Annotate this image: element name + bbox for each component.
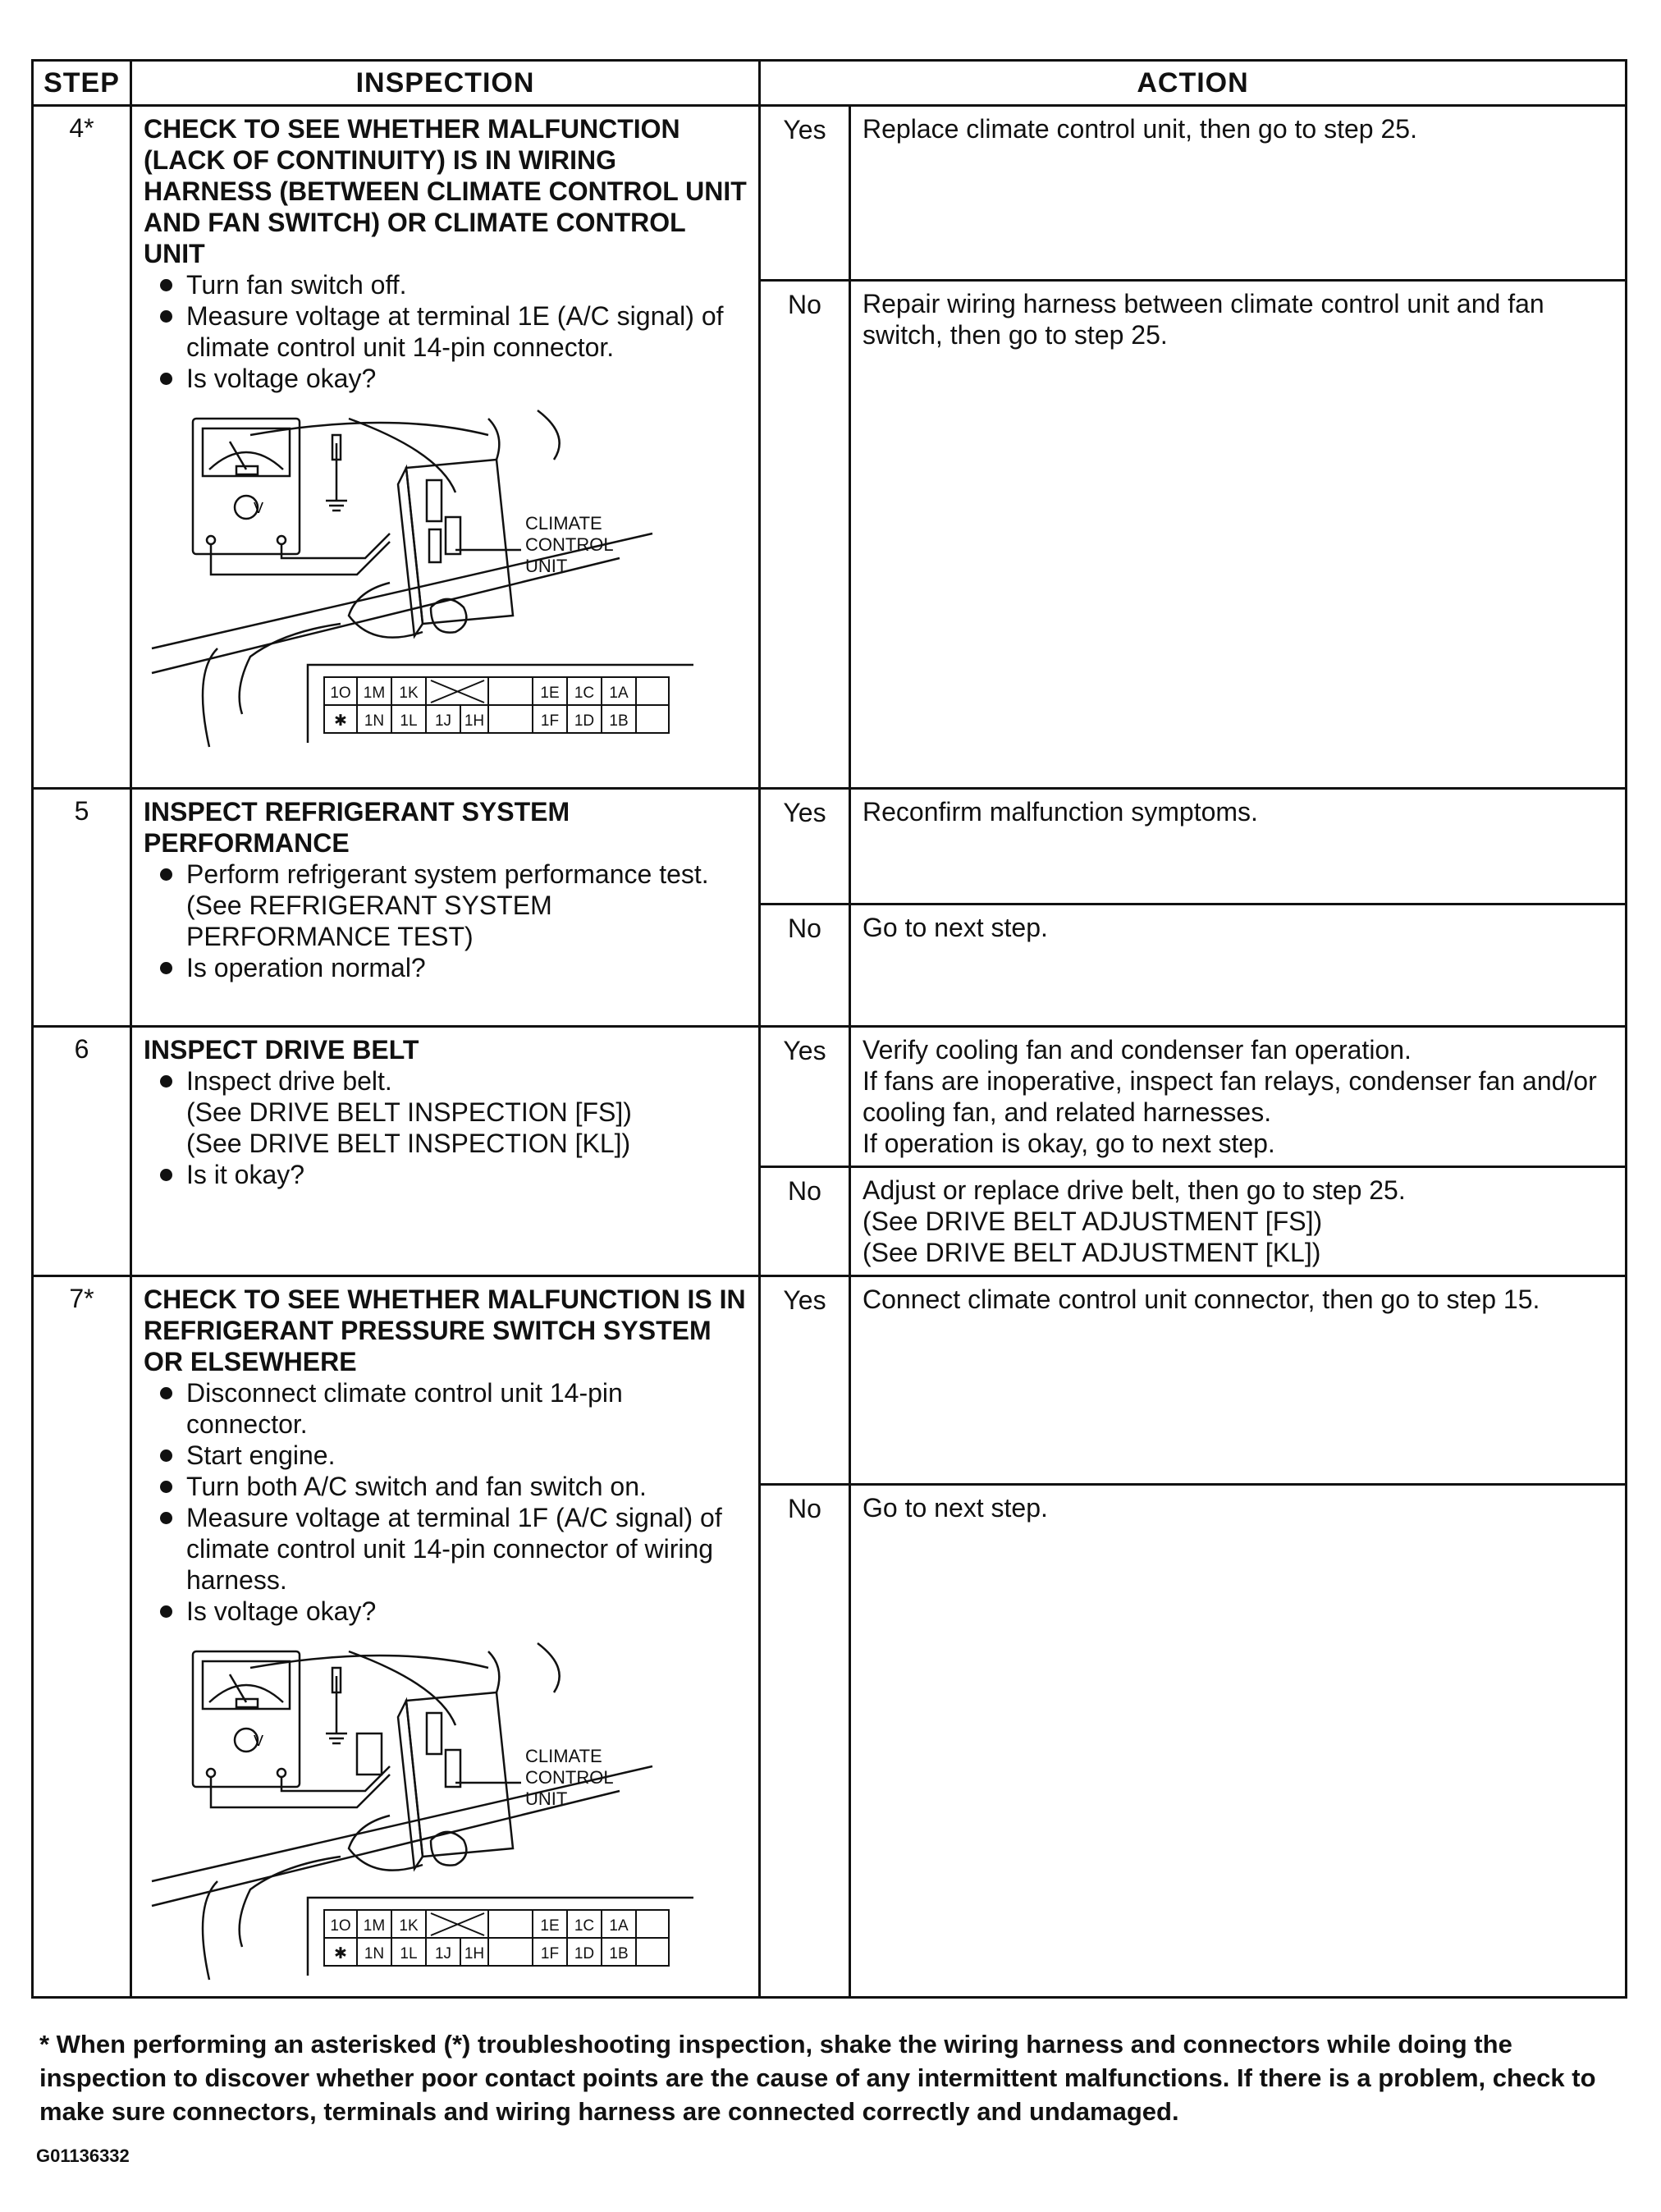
table-header-row [33,61,1627,106]
svg-text:1N: 1N [364,1945,385,1962]
table-row [33,106,1627,281]
table-row [33,789,1627,904]
svg-text:1J: 1J [434,712,452,730]
svg-text:1M: 1M [363,1917,386,1935]
svg-text:1D: 1D [574,712,595,730]
bullet-item: Turn fan switch off. [144,269,747,300]
inspection-bullets [144,269,747,394]
svg-text:1F: 1F [540,1945,560,1962]
answer-no: No [760,281,850,789]
table-row [33,1027,1627,1167]
header-step: STEP [33,61,131,106]
climate-control-unit-label: CLIMATE CONTROL UNIT [525,513,613,576]
meter-symbol: V [253,500,264,516]
answer-yes: Yes [760,1027,850,1167]
answer-yes: Yes [760,789,850,904]
bullet-item: Disconnect climate control unit 14-pin connector. [144,1377,747,1440]
svg-text:1A: 1A [609,685,629,702]
troubleshooting-table [31,59,1627,1999]
reference-note: (See REFRIGERANT SYSTEM PERFORMANCE TEST) [186,891,552,951]
answer-no: No [760,1167,850,1276]
inspection-title: INSPECT DRIVE BELT [144,1035,419,1065]
svg-text:1B: 1B [609,712,629,730]
inspection-cell [131,789,760,1027]
document-code: G01136332 [36,2146,130,2166]
connector-pinout [324,677,669,733]
bullet-item: Is voltage okay? [144,363,747,394]
svg-text:1A: 1A [609,1917,629,1935]
svg-text:1E: 1E [540,1917,560,1935]
svg-text:1E: 1E [540,685,560,702]
inspection-title: CHECK TO SEE WHETHER MALFUNCTION (LACK OF CONTINUITY) IS IN WIRING HARNESS (BETWEEN CLIMATE CONTROL UNIT AND FAN SWITCH) OR CLIMATE CONTROL UNIT [144,114,747,268]
header-inspection: INSPECTION [131,61,760,106]
step-number: 7* [33,1276,131,1998]
header-action: ACTION [760,61,1627,106]
action-cell: Verify cooling fan and condenser fan operation. If fans are inoperative, inspect fan relays, condenser fan and/or cooling fan, and related harnesses. If operation is okay, go to next step. [850,1027,1627,1167]
svg-text:1L: 1L [400,712,418,730]
svg-text:1B: 1B [609,1945,629,1962]
svg-text:1H: 1H [464,1945,485,1962]
action-cell: Connect climate control unit connector, then go to step 15. [850,1276,1627,1485]
inspection-cell [131,1027,760,1276]
inspection-bullets [144,1065,747,1190]
meter-symbol: V [253,1733,264,1749]
inspection-title: CHECK TO SEE WHETHER MALFUNCTION IS IN REFRIGERANT PRESSURE SWITCH SYSTEM OR ELSEWHERE [144,1285,746,1376]
svg-text:1K: 1K [399,1917,419,1935]
svg-text:✱: ✱ [334,712,347,730]
voltmeter-diagram [144,402,734,755]
svg-text:1D: 1D [574,1945,595,1962]
inspection-bullets [144,859,747,983]
svg-text:1O: 1O [330,1917,351,1935]
table-row [33,1276,1627,1485]
bullet-item: Measure voltage at terminal 1F (A/C signal) of climate control unit 14-pin connector of wiring harness. [144,1502,747,1596]
bullet-item: Perform refrigerant system performance test. [144,859,747,890]
answer-yes: Yes [760,1276,850,1485]
asterisk-footnote: * When performing an asterisked (*) troubleshooting inspection, shake the wiring harness and connectors while doing the inspection to discover whether poor contact points are the cause of any intermittent malfunctions. If there is a problem, check to make sure connectors, terminals and wiring harness are connected correctly and undamaged. [39,2030,1596,2126]
connector-pinout [324,1910,669,1966]
reference-note: (See DRIVE BELT INSPECTION [KL]) [186,1129,631,1158]
inspection-title: INSPECT REFRIGERANT SYSTEM PERFORMANCE [144,797,570,858]
inspection-bullets [144,1377,747,1627]
bullet-item: Start engine. [144,1440,747,1471]
inspection-cell [131,106,760,789]
svg-text:1L: 1L [400,1945,418,1962]
svg-text:1O: 1O [330,685,351,702]
svg-text:1K: 1K [399,685,419,702]
svg-text:1H: 1H [464,712,485,730]
action-cell: Replace climate control unit, then go to step 25. [850,106,1627,281]
bullet-item: Inspect drive belt. [144,1065,747,1097]
bullet-item: Is it okay? [144,1159,747,1190]
svg-text:✱: ✱ [334,1945,347,1962]
step-number: 5 [33,789,131,1027]
action-cell: Go to next step. [850,904,1627,1027]
bullet-item: Measure voltage at terminal 1E (A/C signal) of climate control unit 14-pin connector. [144,300,747,363]
bullet-item: Turn both A/C switch and fan switch on. [144,1471,747,1502]
action-cell: Go to next step. [850,1484,1627,1997]
step-number: 6 [33,1027,131,1276]
answer-yes: Yes [760,106,850,281]
action-cell: Repair wiring harness between climate control unit and fan switch, then go to step 25. [850,281,1627,789]
inspection-cell [131,1276,760,1998]
step-number: 4* [33,106,131,789]
svg-text:1C: 1C [574,685,595,702]
svg-text:1F: 1F [540,712,560,730]
bullet-item: Is voltage okay? [144,1596,747,1627]
svg-text:1N: 1N [364,712,385,730]
climate-control-unit-label: CLIMATE CONTROL UNIT [525,1746,613,1809]
action-cell: Reconfirm malfunction symptoms. [850,789,1627,904]
bullet-item: Is operation normal? [144,952,747,983]
svg-text:1J: 1J [434,1945,452,1962]
svg-text:1C: 1C [574,1917,595,1935]
svg-text:1M: 1M [363,685,386,702]
answer-no: No [760,904,850,1027]
answer-no: No [760,1484,850,1997]
action-cell: Adjust or replace drive belt, then go to step 25. (See DRIVE BELT ADJUSTMENT [FS]) (See DRIVE BELT ADJUSTMENT [KL]) [850,1167,1627,1276]
reference-note: (See DRIVE BELT INSPECTION [FS]) [186,1097,632,1127]
voltmeter-diagram [144,1635,734,1988]
